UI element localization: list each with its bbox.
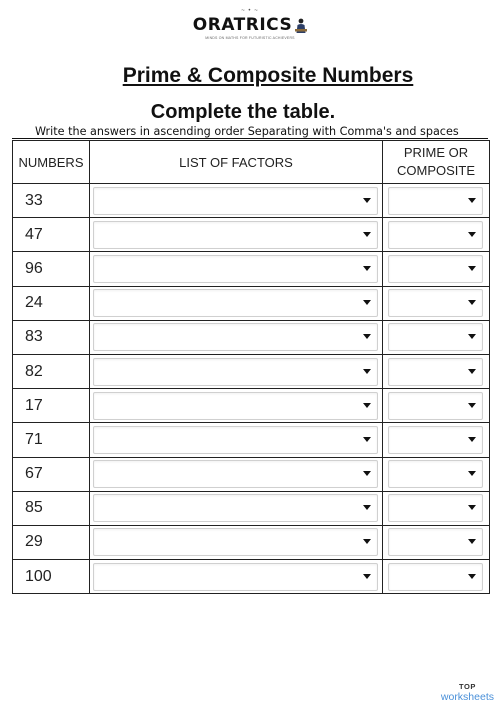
factors-cell [90,286,383,320]
factors-cell [90,457,383,491]
number-cell: 47 [13,218,90,252]
prime-composite-dropdown[interactable] [388,392,483,420]
factors-dropdown[interactable] [93,187,378,215]
caret-down-icon [363,369,371,374]
logo-name: ORATRICS [192,15,293,35]
number-cell: 85 [13,491,90,525]
type-cell [383,423,490,457]
brand-top-text: TOP [459,682,476,691]
type-cell [383,218,490,252]
prime-composite-dropdown[interactable] [388,528,483,556]
caret-down-icon [468,539,476,544]
type-cell [383,457,490,491]
factors-cell [90,389,383,423]
table-row [13,389,490,423]
table-row [13,218,490,252]
table-row [13,184,490,218]
logo-tagline: MINDS ON MATHS FOR FUTURISTIC ACHIEVERS [205,36,295,40]
logo-wordmark [193,15,307,35]
caret-down-icon [468,574,476,579]
factors-cell [90,491,383,525]
factors-cell [90,252,383,286]
caret-down-icon [468,505,476,510]
number-cell: 67 [13,457,90,491]
caret-down-icon [363,403,371,408]
type-cell [383,525,490,559]
factors-dropdown[interactable] [93,563,378,591]
caret-down-icon [468,369,476,374]
caret-down-icon [468,198,476,203]
type-cell [383,320,490,354]
factors-cell [90,218,383,252]
type-cell [383,286,490,320]
factors-dropdown[interactable] [93,460,378,488]
factors-cell [90,525,383,559]
divider-line [12,138,488,139]
number-cell: 33 [13,184,90,218]
caret-down-icon [363,232,371,237]
caret-down-icon [363,334,371,339]
prime-composite-dropdown[interactable] [388,460,483,488]
type-cell [383,560,490,594]
type-cell [383,184,490,218]
table-row [13,491,490,525]
header-prime-composite [383,141,490,184]
factors-dropdown[interactable] [93,392,378,420]
caret-down-icon [363,574,371,579]
prime-composite-dropdown[interactable] [388,221,483,249]
worksheet-subtitle: Complete the table. [150,101,336,123]
factors-dropdown[interactable] [93,289,378,317]
caret-down-icon [363,198,371,203]
prime-composite-dropdown[interactable] [388,255,483,283]
factors-dropdown[interactable] [93,221,378,249]
caret-down-icon [468,437,476,442]
number-cell: 100 [13,560,90,594]
caret-down-icon [363,437,371,442]
table-header-row [13,141,490,184]
caret-down-icon [468,232,476,237]
number-cell: 24 [13,286,90,320]
prime-composite-dropdown[interactable] [388,426,483,454]
table-row [13,457,490,491]
factors-dropdown[interactable] [93,255,378,283]
table-row [13,560,490,594]
factors-cell [90,354,383,388]
table-row [13,525,490,559]
prime-composite-dropdown[interactable] [388,494,483,522]
table-row [13,423,490,457]
caret-down-icon [363,266,371,271]
caret-down-icon [468,403,476,408]
worksheet-title: Prime & Composite Numbers [122,64,414,87]
factors-table [12,140,490,594]
number-cell: 71 [13,423,90,457]
caret-down-icon [468,266,476,271]
number-cell: 29 [13,525,90,559]
factors-dropdown[interactable] [93,323,378,351]
type-cell [383,389,490,423]
header-composite-line: COMPOSITE [396,163,475,178]
table-row [13,354,490,388]
brand-logo [0,8,500,40]
type-cell [383,491,490,525]
header-numbers: NUMBERS [13,141,90,184]
caret-down-icon [363,300,371,305]
instruction-text: Write the answers in ascending order Separating with Comma's and spaces [35,125,459,138]
caret-down-icon [363,505,371,510]
prime-composite-dropdown[interactable] [388,187,483,215]
number-cell: 83 [13,320,90,354]
factors-cell [90,423,383,457]
caret-down-icon [468,300,476,305]
caret-down-icon [468,334,476,339]
factors-dropdown[interactable] [93,358,378,386]
prime-composite-dropdown[interactable] [388,358,483,386]
table-row [13,320,490,354]
caret-down-icon [363,539,371,544]
factors-dropdown[interactable] [93,494,378,522]
teacher-figure-icon [295,18,307,33]
factors-cell [90,184,383,218]
factors-cell [90,560,383,594]
header-factors: LIST OF FACTORS [90,141,383,184]
brand-bottom-text: worksheets [440,691,494,703]
caret-down-icon [363,471,371,476]
type-cell [383,354,490,388]
number-cell: 96 [13,252,90,286]
number-cell: 82 [13,354,90,388]
topworksheets-logo [441,682,494,702]
prime-composite-dropdown[interactable] [388,323,483,351]
type-cell [383,252,490,286]
caret-down-icon [468,471,476,476]
table-row [13,252,490,286]
factors-cell [90,320,383,354]
header-prime-line: PRIME OR [403,145,469,160]
prime-composite-dropdown[interactable] [388,289,483,317]
number-cell: 17 [13,389,90,423]
table-row [13,286,490,320]
factors-dropdown[interactable] [93,528,378,556]
logo-ornament: ~ • ~ [241,8,259,14]
prime-composite-dropdown[interactable] [388,563,483,591]
factors-dropdown[interactable] [93,426,378,454]
